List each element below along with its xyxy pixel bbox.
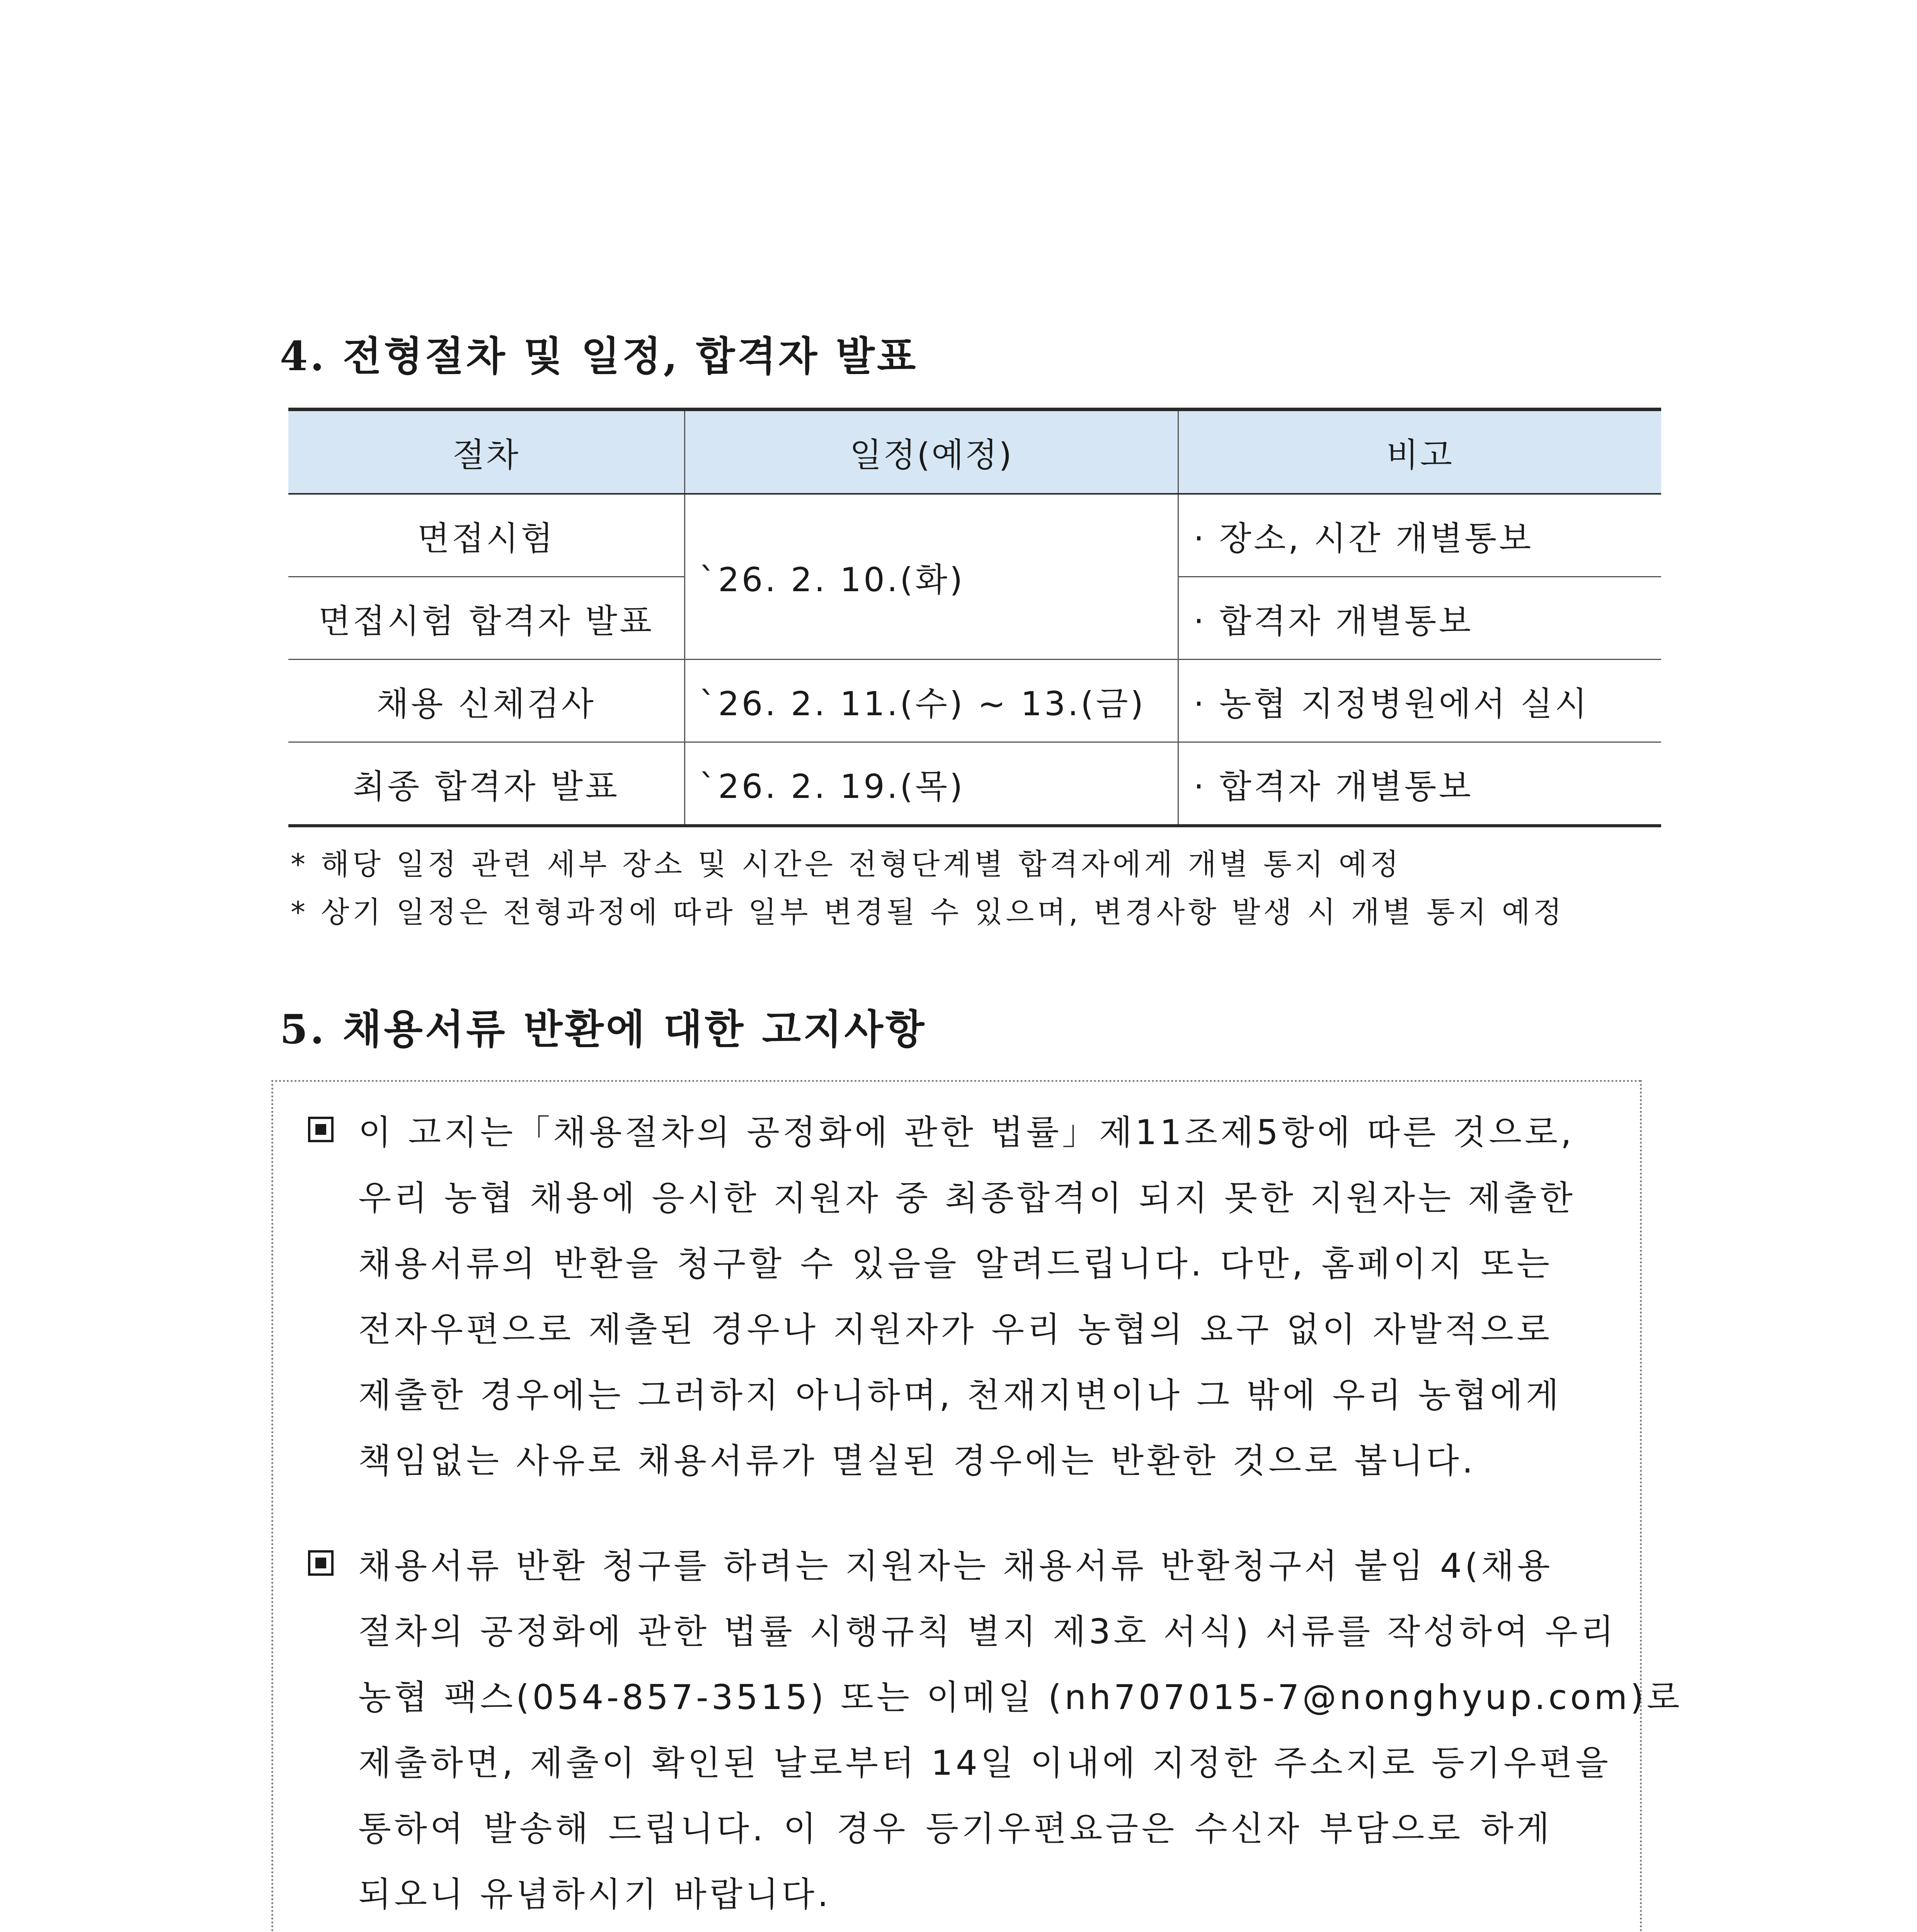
notice-box (271, 1080, 1683, 1932)
note-cell: · 장소, 시간 개별통보 (1178, 494, 1662, 577)
text-line: 되오니 유념하시기 바랍니다. (358, 1874, 832, 1914)
date-cell: `26. 2. 19.(목) (685, 742, 1178, 826)
table-row (288, 742, 1661, 826)
text-line: 제출하면, 제출이 확인된 날로부터 14일 이내에 지정한 주소지로 등기우편을 (358, 1743, 1611, 1783)
text-line: 절차의 공정화에 관한 법률 시행규칙 별지 제3호 서식) 서류를 작성하여 우리 (358, 1612, 1617, 1651)
procedure-cell: 최종 합격자 발표 (288, 742, 685, 826)
header-schedule: 일정(예정) (685, 410, 1178, 494)
schedule-footnotes (291, 840, 1667, 936)
header-procedure: 절차 (288, 410, 685, 494)
text-line: 책임없는 사유로 채용서류가 멸실된 경우에는 반환한 것으로 봅니다. (358, 1441, 1476, 1481)
section-5-heading: 5. 채용서류 반환에 대한 고지사항 (280, 1005, 927, 1053)
text-line: 이 고지는「채용절차의 공정화에 관한 법률」제11조제5항에 따른 것으로, (358, 1112, 1575, 1152)
square-bullet-icon (308, 1550, 334, 1576)
schedule-table (288, 408, 1661, 827)
table-row (288, 494, 1661, 577)
table-row (288, 660, 1661, 742)
notice-paragraph (358, 1533, 1683, 1927)
text-line: 채용서류 반환 청구를 하려는 지원자는 채용서류 반환청구서 붙임 4(채용 (358, 1546, 1553, 1586)
text-line: 우리 농협 채용에 응시한 지원자 중 최종합격이 되지 못한 지원자는 제출한 (358, 1178, 1576, 1218)
section-4-heading: 4. 전형절차 및 일정, 합격자 발표 (280, 332, 918, 380)
procedure-cell: 채용 신체검사 (288, 660, 685, 742)
header-note: 비고 (1178, 410, 1662, 494)
square-bullet-icon (308, 1117, 334, 1142)
date-cell: `26. 2. 10.(화) (685, 494, 1178, 660)
procedure-cell: 면접시험 (288, 494, 685, 577)
note-cell: · 합격자 개별통보 (1178, 577, 1662, 660)
table-header-row (288, 410, 1661, 494)
note-cell: · 농협 지정병원에서 실시 (1178, 660, 1662, 742)
text-line: 통하여 발송해 드립니다. 이 경우 등기우편요금은 수신자 부담으로 하게 (358, 1809, 1553, 1849)
footnote: * 상기 일정은 전형과정에 따라 일부 변경될 수 있으며, 변경사항 발생 시 개별 통지 예정 (291, 895, 1565, 929)
text-line: 전자우편으로 제출된 경우나 지원자가 우리 농협의 요구 없이 자발적으로 (358, 1310, 1553, 1349)
footnote: * 해당 일정 관련 세부 장소 및 시간은 전형단계별 합격자에게 개별 통지 예정 (291, 847, 1402, 881)
text-line: 제출한 경우에는 그러하지 아니하며, 천재지변이나 그 밖에 우리 농협에게 (358, 1375, 1562, 1415)
date-cell: `26. 2. 11.(수) ~ 13.(금) (685, 660, 1178, 742)
text-line: 농협 팩스(054-857-3515) 또는 이메일 (nh707015-7@nonghyup.com)로 (358, 1677, 1683, 1717)
notice-paragraph (358, 1100, 1576, 1494)
note-cell: · 합격자 개별통보 (1178, 742, 1662, 826)
procedure-cell: 면접시험 합격자 발표 (288, 577, 685, 660)
text-line: 채용서류의 반환을 청구할 수 있음을 알려드립니다. 다만, 홈페이지 또는 (358, 1244, 1553, 1284)
